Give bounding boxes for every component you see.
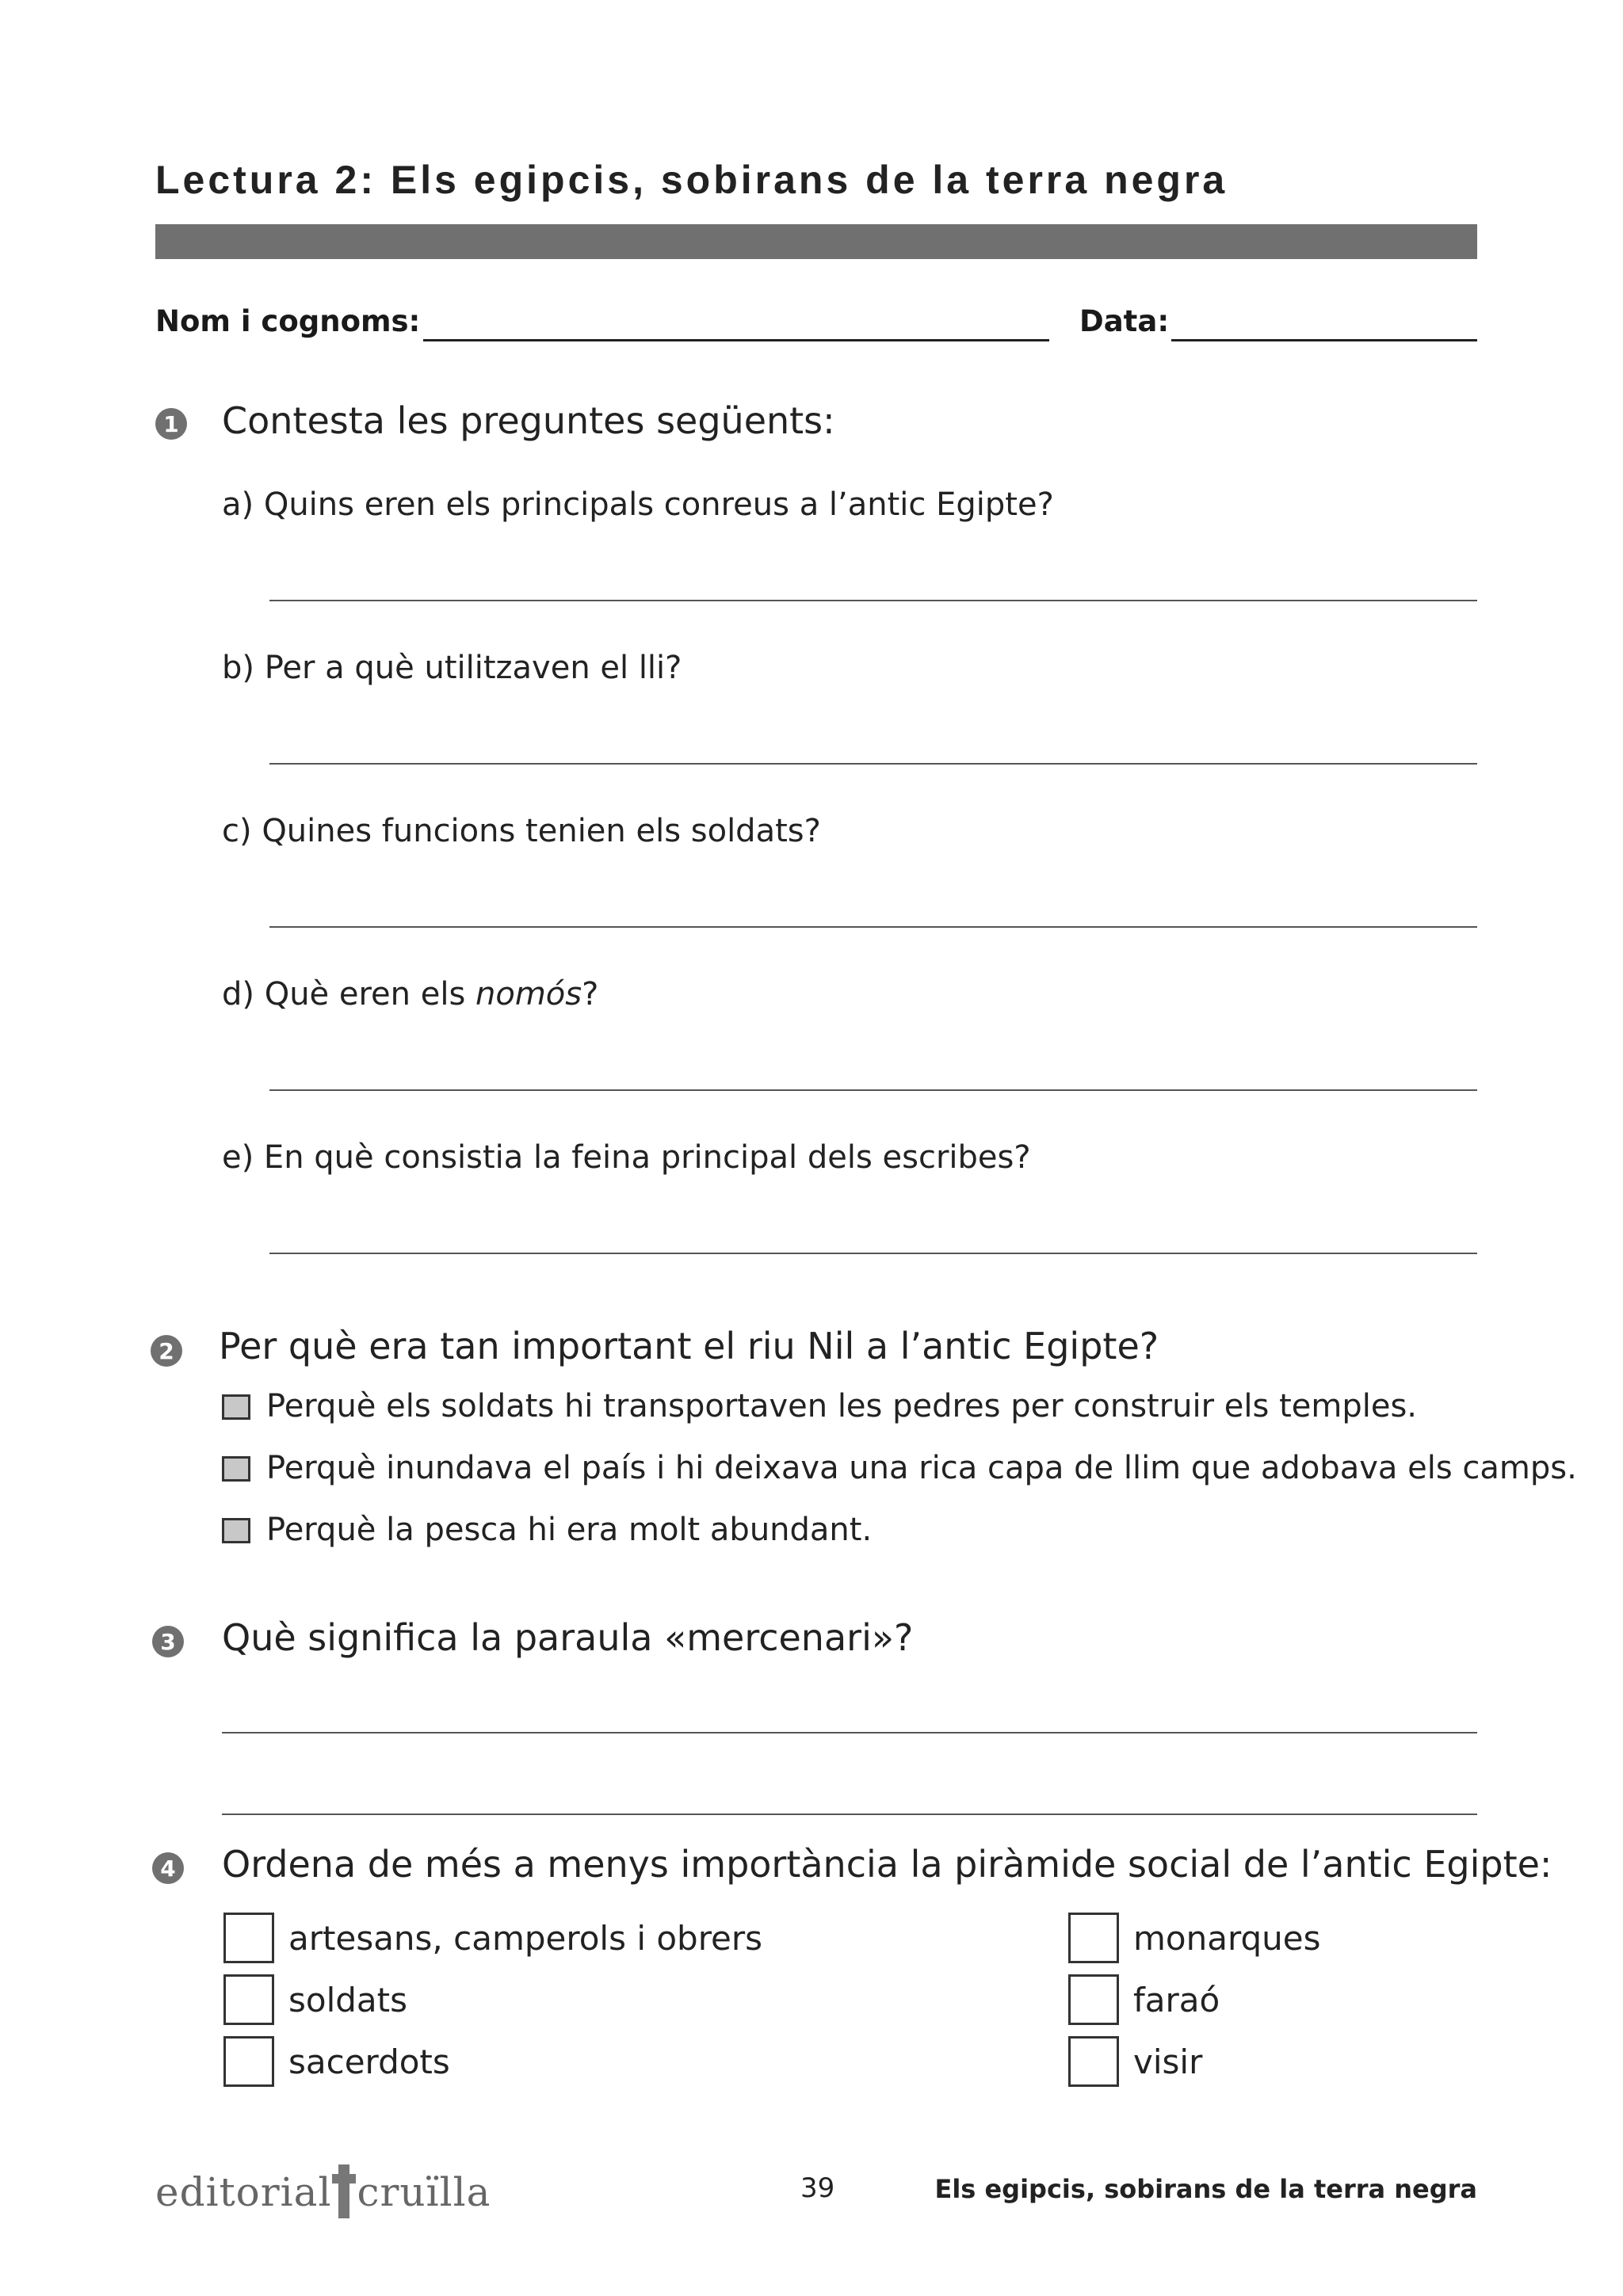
q2-prompt: Per què era tan important el riu Nil a l’antic Egipte?	[219, 1325, 1159, 1367]
q4-right-1-box[interactable]	[1068, 1913, 1119, 1963]
q1b-text: b) Per a què utilitzaven el lli?	[222, 650, 682, 686]
q2-option-1-label: Perquè els soldats hi transportaven les pedres per construir els temples.	[266, 1388, 1417, 1425]
q1c-text: c) Quines funcions tenien els soldats?	[222, 813, 821, 849]
question-number-3: 3	[152, 1626, 184, 1657]
footer-title: Els egipcis, sobirans de la terra negra	[934, 2174, 1477, 2204]
q1a-text: a) Quins eren els principals conreus a l’antic Egipte?	[222, 486, 1054, 523]
q4-left-2-box[interactable]	[223, 1974, 274, 2025]
q1a-answer-line[interactable]	[269, 600, 1477, 601]
page-number: 39	[800, 2172, 835, 2204]
q2-option-1-checkbox[interactable]	[222, 1394, 250, 1420]
q1d-text	[222, 976, 598, 1013]
q3-answer-line-2[interactable]	[222, 1814, 1477, 1815]
q1b-answer-line[interactable]	[269, 763, 1477, 765]
q4-right-3-label: visir	[1133, 2042, 1203, 2081]
q1-prompt: Contesta les preguntes següents:	[222, 399, 835, 442]
q2-option-3-label: Perquè la pesca hi era molt abundant.	[266, 1512, 873, 1548]
logo-text-left: editorial	[155, 2169, 332, 2215]
q1e-text: e) En què consistia la feina principal dels escribes?	[222, 1139, 1031, 1176]
page-title: Lectura 2: Els egipcis, sobirans de la terra negra	[155, 158, 1228, 202]
q4-right-1-label: monarques	[1133, 1919, 1321, 1958]
logo-text-right: cruïlla	[357, 2169, 491, 2215]
q2-option-2-checkbox[interactable]	[222, 1456, 250, 1482]
q3-answer-line-1[interactable]	[222, 1732, 1477, 1733]
q1d-text-post: ?	[582, 976, 599, 1013]
q4-left-3-box[interactable]	[223, 2036, 274, 2087]
q1d-text-pre: d) Què eren els	[222, 976, 475, 1013]
question-number-4: 4	[152, 1852, 184, 1884]
q4-prompt: Ordena de més a menys importància la piràmide social de l’antic Egipte:	[222, 1843, 1552, 1886]
date-field[interactable]	[1171, 339, 1477, 341]
q1c-answer-line[interactable]	[269, 926, 1477, 928]
question-number-1: 1	[155, 408, 187, 440]
q2-option-2-label: Perquè inundava el país i hi deixava una rica capa de llim que adobava els camps.	[266, 1450, 1577, 1486]
q1d-term: nomós	[475, 976, 582, 1013]
q4-right-3-box[interactable]	[1068, 2036, 1119, 2087]
publisher-logo	[155, 2164, 491, 2218]
q4-right-2-label: faraó	[1133, 1981, 1220, 2019]
question-number-2: 2	[151, 1335, 182, 1367]
logo-cross-icon	[332, 2164, 356, 2218]
q1d-answer-line[interactable]	[269, 1089, 1477, 1091]
q3-prompt: Què significa la paraula «mercenari»?	[222, 1616, 914, 1659]
q4-left-2-label: soldats	[288, 1981, 407, 2019]
title-bar	[155, 224, 1477, 259]
name-label: Nom i cognoms:	[155, 304, 421, 338]
date-label: Data:	[1079, 304, 1170, 338]
q4-left-1-label: artesans, camperols i obrers	[288, 1919, 763, 1958]
q4-left-1-box[interactable]	[223, 1913, 274, 1963]
q4-right-2-box[interactable]	[1068, 1974, 1119, 2025]
q2-option-3-checkbox[interactable]	[222, 1518, 250, 1543]
name-field[interactable]	[423, 339, 1049, 341]
q4-left-3-label: sacerdots	[288, 2042, 450, 2081]
q1e-answer-line[interactable]	[269, 1253, 1477, 1254]
